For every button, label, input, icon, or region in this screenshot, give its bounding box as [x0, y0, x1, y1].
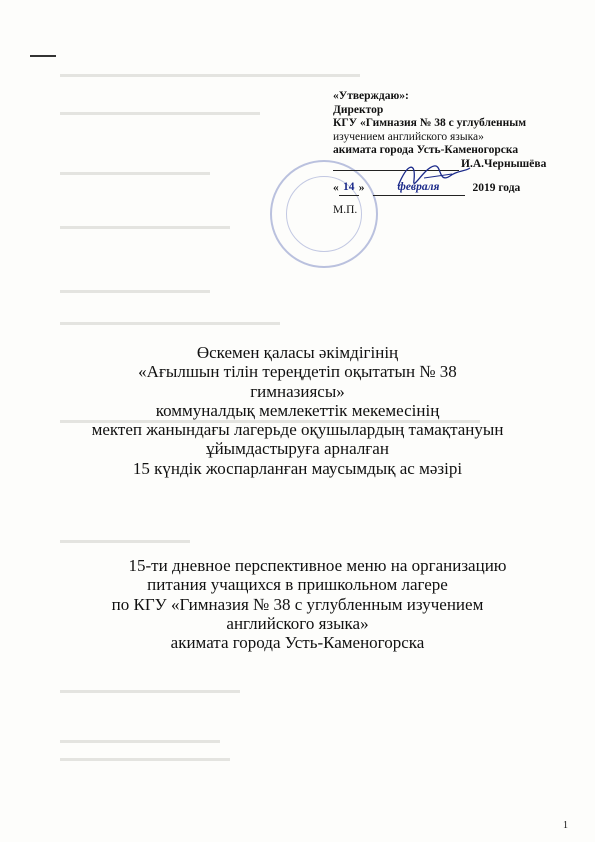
ru-title-line2: питания учащихся в пришкольном лагере — [147, 575, 448, 595]
approval-akimat: акимата города Усть-Каменогорска — [333, 144, 519, 156]
ru-title-line1: 15-ти дневное перспективное меню на организацию — [128, 556, 507, 575]
kz-title-line3: гимназиясы» — [250, 381, 345, 401]
approval-org-line1: КГУ «Гимназия № 38 с углубленным — [333, 117, 527, 129]
handwritten-signature — [394, 158, 474, 194]
approval-block — [333, 90, 583, 217]
kz-title-line7: 15 күндік жоспарланған маусымдық ас мәзірі — [132, 458, 463, 478]
date-quote-close: » — [358, 182, 365, 194]
kz-title-line1: Өскемен қаласы әкімдігінің — [196, 343, 399, 362]
russian-title-block — [30, 556, 565, 652]
corner-mark — [30, 55, 56, 57]
kz-title-line2: «Ағылшын тілін тереңдетіп оқытатын № 38 — [138, 362, 457, 382]
kazakh-title-block — [30, 343, 565, 478]
approval-org-line2: изучением английского языка» — [333, 130, 484, 143]
approval-position: Директор — [333, 103, 384, 116]
stamp-place-label: М.П. — [333, 203, 358, 216]
page-number: 1 — [563, 820, 568, 831]
director-name: И.А.Чернышёва — [461, 157, 547, 170]
kz-title-line4: коммуналдық мемлекеттік мекемесінің — [155, 400, 440, 420]
date-day: 14 — [339, 181, 359, 196]
ru-title-line3: по КГУ «Гимназия № 38 с углубленным изучением — [111, 594, 484, 614]
date-month: февраля — [373, 181, 465, 196]
date-year: 2019 года — [472, 182, 521, 194]
kz-title-line5: мектеп жанындағы лагерьде оқушылардың тамақтануын — [91, 420, 504, 440]
ru-title-line4: английского языка» — [226, 613, 369, 633]
date-quote-open: « — [333, 182, 339, 194]
kz-title-line6: ұйымдастыруға арналған — [206, 439, 389, 459]
approval-title: «Утверждаю»: — [333, 90, 409, 102]
ru-title-line5: акимата города Усть-Каменогорска — [170, 633, 425, 653]
